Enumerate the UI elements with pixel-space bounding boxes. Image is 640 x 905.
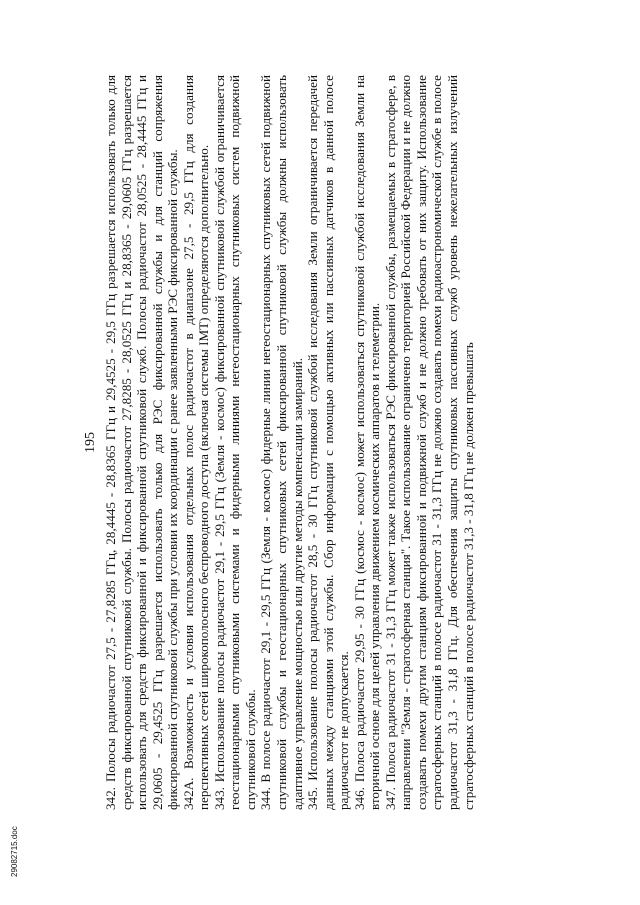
document-file-code: 29082715.doc bbox=[10, 826, 19, 877]
paragraph-345: 345. Использование полосы радиочастот 28,5 - 30 ГГц спутниковой службой исследования Земли ограничивается передачей данных между станциями этой службы. Сбор информации с помощью активных или пассивных датчиков в данной полосе радиочастот не допускается. bbox=[305, 75, 352, 810]
paragraph-347: 347. Полоса радиочастот 31 - 31,3 ГГц может также использоваться РЭС фиксированной службы, размещаемых в стратосфере, в направлении "Земля - стратосферная станция". Такое использование ограничено территорией Российской Федерации и не должно создавать помехи другим станциям фиксированной и подвижной служб и не должно требовать от них защиту. Использование стратосферных станций в полосе радиочастот 31 - 31,3 ГГц не должно создавать помехи радиоастрономической службе в полосе радиочастот 31,3 - 31,8 ГГц. Для обеспечения защиты спутниковых пассивных служб уровень нежелательных излучений стратосферных станций в полосе радиочастот 31,3 - 31,8 ГГц не должен превышать bbox=[382, 75, 476, 810]
page-number: 195 bbox=[83, 432, 98, 453]
rotated-document-page bbox=[83, 75, 563, 810]
paragraph-344: 344. В полосе радиочастот 29,1 - 29,5 ГГц (Земля - космос) фидерные линии негеостационарных спутниковых сетей подвижной спутниковой службы и геостационарных спутниковых сетей фиксированной спутниковой службы должны использовать адаптивное управление мощностью или другие методы компенсации замираний. bbox=[258, 75, 305, 810]
paragraph-342a: 342А. Возможность и условия использования отдельных полос радиочастот в диапазоне 27,5 - 29,5 ГГц для создания перспективных сетей широкополосного беспроводного доступа (включая системы IMT) определяются дополнительно. bbox=[180, 75, 212, 810]
paragraph-343: 343. Использование полосы радиочастот 29,1 - 29,5 ГГц (Земля - космос) фиксированной спутниковой службой ограничивается геостационарными спутниковыми системами и фидерными линиями негеостационарных спутниковых систем подвижной спутниковой службы. bbox=[211, 75, 258, 810]
paragraph-342: 342. Полосы радиочастот 27,5 - 27,8285 ГГц, 28,4445 - 28,8365 ГГц и 29,4525 - 29,5 ГГц разрешается использовать только для средств фиксированной спутниковой службы. Полосы радиочастот 27,8285 - 28,0525 ГГц и 28,8365 - 29,0605 ГГц разрешается использовать для средств фиксированной и фиксированной спутниковой служб. Полосы радиочастот 28,0525 - 28,4445 ГГц и 29,0605 - 29,4525 ГГц разрешается использовать только для РЭС фиксированной службы и для станций сопряжения фиксированной спутниковой службы при условии их координации с ранее заявленными РЭС фиксированной службы. bbox=[103, 75, 181, 810]
document-text-body bbox=[103, 75, 476, 810]
paragraph-346: 346. Полоса радиочастот 29,95 - 30 ГГц (космос - космос) может использоваться спутниковой службой исследования Земли на вторичной основе для целей управления движением космических аппаратов и телеметрии. bbox=[351, 75, 383, 810]
